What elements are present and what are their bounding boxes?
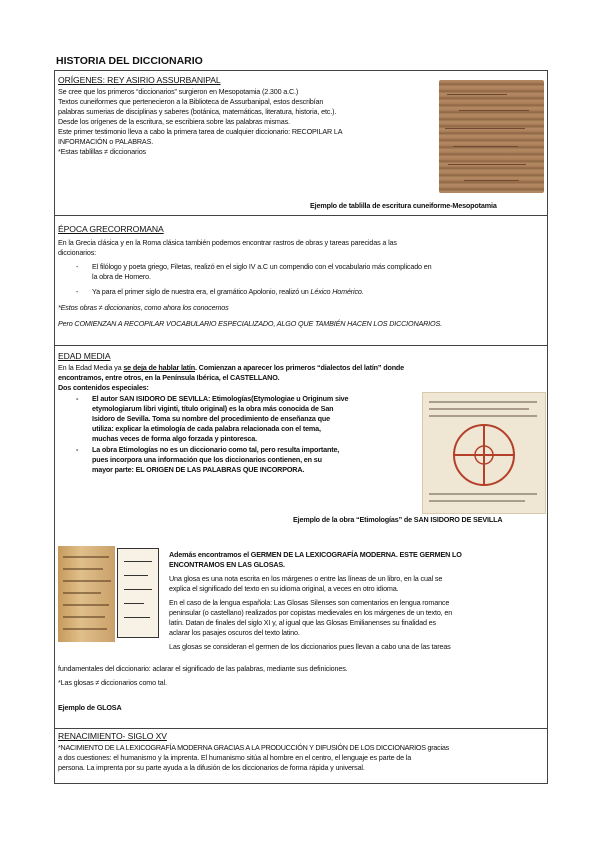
section-renacimiento (55, 729, 547, 783)
text-line: aclarar los pasajes oscuros del texto latino. (169, 628, 300, 637)
section-heading-edad-media: EDAD MEDIA (58, 351, 111, 361)
text-fragment: En la Edad Media ya (58, 363, 124, 372)
list-item-text: utiliza: explicar la etimología de cada palabra relacionada con el tema, (92, 424, 321, 433)
section-grecorromana (55, 216, 547, 346)
section-heading-renacimiento: RENACIMIENTO- SIGLO XV (58, 731, 167, 741)
list-item-text: mayor parte: EL ORIGEN DE LAS PALABRAS QUE INCORPORA. (92, 465, 305, 474)
list-item-text: pues incorpora una información que los diccionarios contienen, en su (92, 455, 322, 464)
image-caption: Ejemplo de la obra “Etimologías” de SAN ISIDORO DE SEVILLA (293, 515, 503, 524)
list-item-text: La obra Etimologías no es un diccionario como tal, pero resulta importante, (92, 445, 340, 454)
text-line: En la Grecia clásica y en la Roma clásica también podemos encontrar rastros de obras y tareas parecidas a las (58, 238, 397, 247)
glosa-zoom-image (117, 548, 159, 638)
text-line: Una glosa es una nota escrita en los márgenes o entre las líneas de un libro, en la cual se (169, 574, 443, 583)
list-item (58, 287, 544, 297)
text-line: persona. La imprenta por su parte ayuda a la difusión de los diccionarios de forma rápida y universal. (58, 763, 365, 772)
list-item-text: El filólogo y poeta griego, Filetas, realizó en el siglo IV a.C un compendio con el vocabulario más complicado en (92, 262, 432, 271)
text-line: latín. Datan de finales del siglo XI y, al igual que las Glosas Emilianenses su finalidad es (169, 618, 436, 627)
text-fragment: . Comienzan a aparecer los primeros “dialectos del latín” donde (194, 363, 405, 372)
text-line: ENCONTRAMOS EN LAS GLOSAS. (169, 560, 285, 569)
page-title: HISTORIA DEL DICCIONARIO (56, 55, 203, 67)
list-item-text: Ya para el primer siglo de nuestra era, el gramático Apolonio, realizó un (92, 287, 311, 296)
section-heading-origenes: ORÍGENES: REY ASIRIO ASSURBANIPAL (58, 75, 221, 85)
image-caption: Ejemplo de tablilla de escritura cuneiforme-Mesopotamia (310, 201, 497, 210)
list-item (58, 445, 408, 475)
list-item-text: Isidoro de Sevilla. Toma su nombre del procedimiento de enseñanza que (92, 414, 330, 423)
etimologias-manuscript-image (422, 392, 546, 514)
list-item-text: El autor SAN ISIDORO DE SEVILLA: Etimologías(Etymologiae u Originum sive (92, 394, 349, 403)
text-line: *NACIMIENTO DE LA LEXICOGRAFÍA MODERNA GRACIAS A LA PRODUCCIÓN Y DIFUSIÓN DE LOS DICCIONARIOS gracias (58, 743, 449, 752)
t-o-map-icon (423, 393, 545, 513)
list-item (58, 262, 544, 282)
text-line: Este primer testimonio lleva a cabo la primera tarea de cualquier diccionario: RECOPILAR LA (58, 127, 343, 136)
section-origenes (55, 71, 547, 216)
list-item-italic: Léxico Homérico. (310, 287, 364, 296)
text-line: Desde los orígenes de la escritura, se escribiera sobre las palabras mismas. (58, 117, 290, 126)
list-item-text: la obra de Homero. (92, 272, 151, 281)
text-line: encontramos, entre otros, en la Península Ibérica, el CASTELLANO. (58, 373, 280, 382)
text-line: Dos contenidos especiales: (58, 383, 149, 392)
text-line: Se cree que los primeros “diccionarios” surgieron en Mesopotamia (2.300 a.C.) (58, 87, 299, 96)
text-line: diccionarios: (58, 248, 96, 257)
glosa-image (58, 546, 115, 642)
text-underlined: se deja de hablar latín (123, 363, 195, 372)
list-item (58, 394, 408, 444)
text-line: Textos cuneiformes que pertenecieron a la Biblioteca de Assurbanipal, estos describían (58, 97, 324, 106)
text-note: *Las glosas ≠ diccionarios como tal. (58, 678, 167, 687)
list-item-text: muchas veces de forma algo forzada y pintoresca. (92, 434, 257, 443)
text-line: *Estas tablillas ≠ diccionarios (58, 147, 146, 156)
text-closing: Pero COMIENZAN A RECOPILAR VOCABULARIO ESPECIALIZADO, ALGO QUE TAMBIÉN HACEN LOS DICCIONARIOS. (58, 319, 442, 328)
text-line: En el caso de la lengua española: Las Glosas Silenses son comentarios en lengua romance (169, 598, 450, 607)
text-line: INFORMACIÓN o PALABRAS. (58, 137, 154, 146)
text-line: explica el significado del texto en su idioma original, a veces en otro idioma. (169, 584, 399, 593)
text-line: fundamentales del diccionario: aclarar el significado de las palabras, mediante sus definiciones. (58, 664, 348, 673)
section-edad-media (55, 346, 547, 729)
section-heading-grecorromana: ÉPOCA GRECORROMANA (58, 224, 164, 234)
text-line: palabras sumerias de disciplinas y saberes (botánica, matemáticas, literatura, historia, etc.). (58, 107, 337, 116)
image-caption: Ejemplo de GLOSA (58, 703, 122, 712)
cuneiform-tablet-image (439, 80, 544, 193)
text-line: a dos cuestiones: el humanismo y la imprenta. El humanismo sitúa al hombre en el centro, el lenguaje es parte de la (58, 753, 412, 762)
list-item-text: etymologiarum libri viginti, título original) es la obra más conocida de San (92, 404, 334, 413)
text-line: Las glosas se consideran el germen de los diccionarios pues llevan a cabo una de las tareas (169, 642, 451, 651)
content-frame (54, 70, 548, 784)
text-line: peninsular (o castellano) realizados por copistas medievales en los márgenes de un texto, en (169, 608, 453, 617)
text-line: Además encontramos el GERMEN DE LA LEXICOGRAFÍA MODERNA. ESTE GERMEN LO (169, 550, 462, 559)
text-note: *Estos obras ≠ diccionarios, como ahora los conocemos (58, 303, 229, 312)
